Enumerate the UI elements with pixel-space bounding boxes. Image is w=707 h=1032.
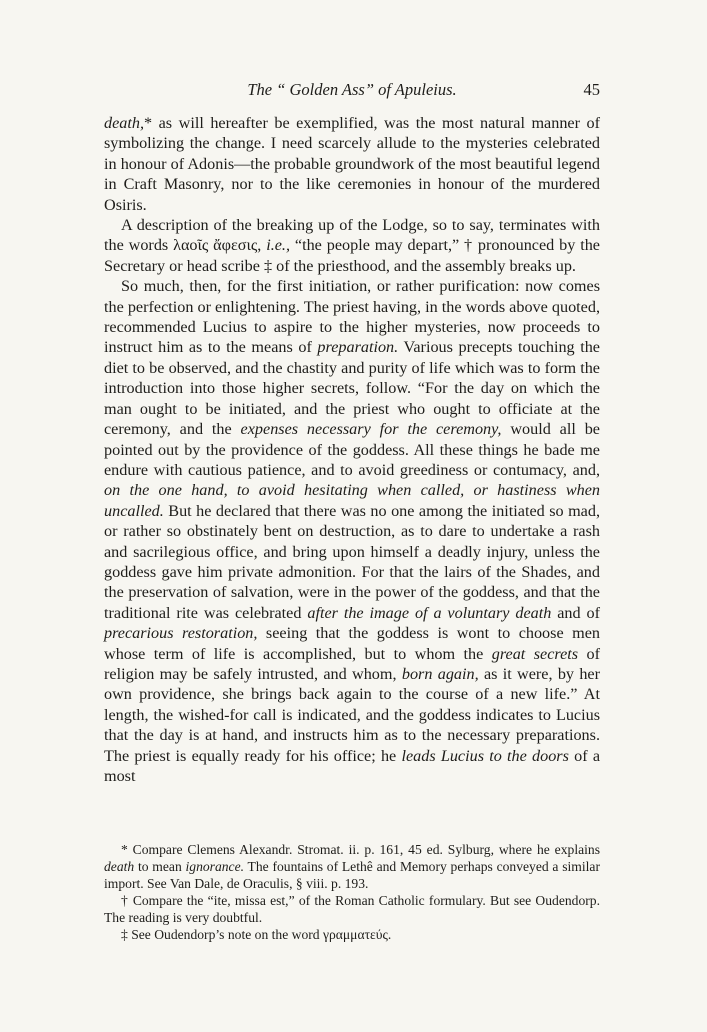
- text-run: would all be pointed out by the providence of the goddess. All these things he bade me endure with cautious patience, and to avoid greediness or contumacy, and,: [104, 420, 600, 479]
- running-title: The “ Golden Ass” of Apuleius.: [247, 80, 457, 99]
- text-run: as it were, by her own providence, she brings back again to the course of a new life.” At length, the wished-for call is indicated, and the goddess indicates to Lucius that the day is at hand, and instructs him as to the necessary preparations. The priest is equally ready for his office; he: [104, 664, 600, 765]
- text-run: of religion may be safely intrusted, and whom,: [104, 644, 601, 683]
- text-run: * Compare Clemens Alexandr. Stromat. ii. p. 161, 45 ed. Sylburg, where he explains: [121, 842, 600, 857]
- text-run: The fountains of Lethê and Memory perhaps conveyed a similar import. See Van Dale, de Oraculis, § viii. p. 193.: [104, 858, 600, 891]
- text-run: A description of the breaking up of the Lodge, so to say, terminates with the words λαοῖς ἄφεσις,: [104, 216, 600, 255]
- italic-text: death,: [104, 114, 145, 132]
- italic-text: born again,: [401, 664, 479, 683]
- italic-text: leads Lucius to the doors: [401, 746, 569, 765]
- text-run: of a most: [104, 746, 601, 785]
- italic-text: ignorance.: [185, 858, 245, 874]
- italic-text: death: [104, 858, 135, 874]
- paragraph: [104, 276, 600, 786]
- footnote: [104, 893, 600, 927]
- footnote: [104, 842, 600, 893]
- text-run: So much, then, for the first initiation, or rather purification: now comes the perfection or enlightening. The priest having, in the words above quoted, recommended Lucius to aspire to the higher mysteries, now proceeds to instruct him as to the means of: [104, 277, 600, 357]
- text-run: and of: [551, 603, 600, 622]
- text-run: “the people may depart,” † pronounced by the Secretary or head scribe ‡ of the priesthood, and the assembly breaks up.: [104, 236, 600, 275]
- paragraph: [104, 215, 600, 276]
- footnotes: [104, 842, 600, 943]
- page-number: 45: [583, 80, 600, 99]
- italic-text: precarious restoration,: [104, 624, 258, 643]
- page-header: [104, 80, 600, 100]
- text-run: Various precepts touching the diet to be observed, and the chastity and purity of life which was to form the introduction into those higher secrets, follow. “For the day on which the man ought to be initiated, and the priest who ought to officiate at the ceremony, and the: [104, 338, 600, 439]
- footnote: [104, 927, 600, 944]
- text-run: to mean: [134, 858, 186, 874]
- text-run: ‡ See Oudendorp’s note on the word γραμματεύς.: [121, 926, 392, 942]
- italic-text: preparation.: [317, 338, 399, 357]
- text-run: † Compare the “ite, missa est,” of the Roman Catholic formulary. But see Oudendorp. The reading is very doubtful.: [104, 892, 600, 925]
- body-text: [104, 113, 600, 786]
- text-run: But he declared that there was no one among the initiated so mad, or rather so obstinately bent on destruction, as to dare to undertake a rash and sacrilegious office, and bring upon himself a deadly injury, unless the goddess gave him private admonition. For that the lairs of the Shades, and the preservation of salvation, were in the power of the goddess, and that the traditional rite was celebrated: [104, 501, 600, 622]
- text-run: seeing that the goddess is wont to choose men whose term of life is accomplished, but to whom the: [104, 624, 600, 663]
- italic-text: after the image of a voluntary death: [307, 603, 552, 622]
- text-run: * as will hereafter be exemplified, was the most natural manner of symbolizing the change. I need scarcely allude to the mysteries celebrated in honour of Adonis—the probable groundwork of the most beautiful legend in Craft Masonry, nor to the like ceremonies in honour of the murdered Osiris.: [104, 114, 600, 214]
- italic-text: on the one hand, to avoid hesitating when called, or hastiness when uncalled.: [104, 481, 600, 520]
- italic-text: expenses necessary for the ceremony,: [240, 420, 502, 439]
- paragraph: [104, 113, 600, 215]
- italic-text: i.e.,: [266, 236, 291, 255]
- italic-text: great secrets: [491, 644, 579, 663]
